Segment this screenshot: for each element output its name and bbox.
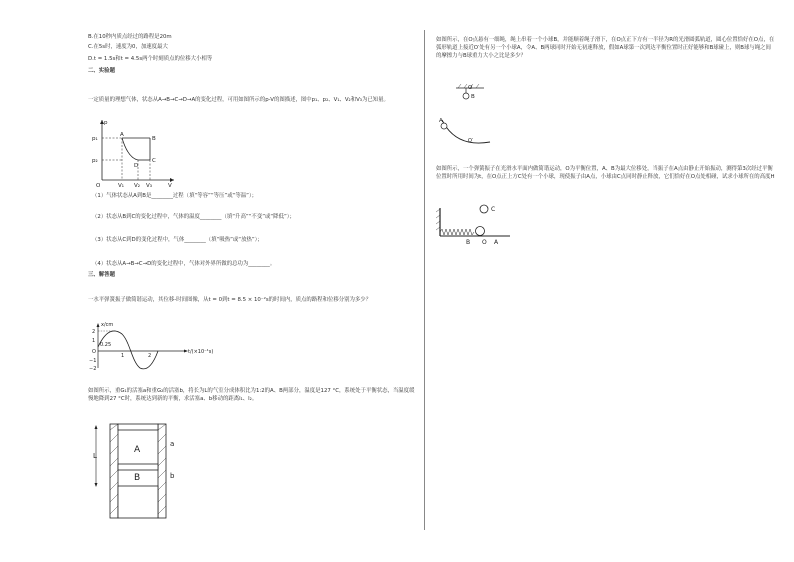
xt-origin: O — [92, 349, 96, 355]
ball-b — [463, 93, 469, 99]
xt-t1: 1 — [121, 353, 125, 359]
xt-xlabel: t/(×10⁻¹s) — [188, 349, 214, 355]
pv-v1: V₁ — [118, 183, 124, 189]
column-divider — [424, 30, 425, 530]
xt-y2: 2 — [92, 329, 96, 335]
spring-coil — [440, 229, 474, 235]
section-2-heading: 二、实验题 — [88, 68, 115, 74]
oscillator-question: 如图所示，一个弹簧振子在光滑水平面内做简谐运动，O为平衡位置，A、B为最大位移处，当振子在A点由静止开始振动，测得第3次经过平衡位置时所用时间为t，在O点正上方C处有一个小球，现使振子由A点，小球由C点同时静止释放，它们恰好在O点处相碰，试求小球所在的高度H — [436, 166, 775, 180]
gas-sub-1: （1）气体状态从A到B是________过程（填“等容”“等压”或“等温”）； — [92, 193, 258, 199]
spring-question: 一水平弹簧振子做简谐运动，其位移-时间图像，从t = 0到t = 8.5 × 10⁻²s的时间内，质点的路程和位移分别为多少？ — [88, 297, 372, 303]
xt-graph — [88, 322, 218, 372]
pv-v2: V₂ — [134, 183, 140, 189]
pv-point-a: A — [120, 132, 124, 138]
chamber-a-label: A — [134, 445, 141, 455]
cyl-bottom-block — [118, 486, 158, 518]
cyl-label-l: L — [93, 452, 97, 460]
option-d: D.t = 1.5s和t = 4.5s两个时刻质点的位移大小相等 — [88, 56, 213, 62]
piston-a-label: a — [170, 440, 175, 448]
pv-point-c: C — [152, 158, 156, 164]
pv-point-d: D — [134, 163, 139, 169]
pv-diagram — [88, 116, 178, 188]
gas-sub-4: （4）状态从A→B→C→D的变化过程中，气体对外界所做的总功为________。 — [92, 261, 276, 267]
pv-v3: V₃ — [146, 183, 152, 189]
piston-b-label: b — [170, 472, 175, 480]
pv-p2: p₂ — [92, 158, 98, 164]
cylinder-question: 如图所示，重G₁的活塞a和重G₂的活塞b，将长为L的气室分成体积比为1:2的A、B两部分，温度是127 °C，系统处于平衡状态，当温度缓慢地降到27 °C时，系统达到新的平衡，求活塞a、b移动的距离l₁、l₂。 — [88, 388, 415, 402]
xt-t2: 2 — [148, 353, 152, 359]
xt-y025: 0.25 — [100, 342, 112, 348]
section-3-heading: 三、解答题 — [88, 272, 115, 278]
gas-question: 一定质量的理想气体，状态从A→B→C→D→A的变化过程，可用如图所示的p-V的图描述，图中p₁、p₂、V₁、V₂和V₃为已知量。 — [88, 97, 389, 103]
oscillator-ball — [476, 227, 485, 236]
piston-a — [118, 424, 158, 430]
chamber-b-label: B — [134, 473, 141, 483]
option-c: C.在5s时，速度为0，加速度最大 — [88, 44, 168, 50]
xt-ylabel: x/cm — [101, 322, 114, 328]
gas-sub-3: （3）状态从C到D的变化过程中，气体________（填“吸热”或“放热”）； — [92, 237, 263, 243]
xt-ym2: −2 — [89, 366, 97, 372]
osc-label-b: B — [466, 239, 471, 246]
pv-origin: O — [96, 183, 101, 189]
pend-point-o-prime: O′ — [468, 138, 474, 144]
gas-sub-2: （2）状态从B到C的变化过程中，气体的温度________（填“升高”“不变”或“降低”）； — [92, 214, 295, 220]
pv-axis-v: V — [168, 183, 172, 189]
pend-label-b: B — [471, 94, 475, 100]
piston-b — [118, 464, 158, 470]
xt-ym1: −1 — [89, 358, 97, 364]
pend-point-o: O — [468, 85, 473, 91]
pv-axis-p: p — [104, 120, 108, 126]
oscillator-diagram — [436, 200, 526, 250]
pendulum-question: 如图所示，在O点悬有一细绳，绳上串着一个小球B，并能顺着绳子滑下，在O点正下方有一半径为R的光滑圆弧轨道，圆心位置恰好在O点，在弧形轨道上接近O′处有另一个小球A，令A、B两球同时开始无初速释放，假如A球第一次到达平衡位置时正好能够和B球碰上，则B球与绳之间的摩擦力与B球重力大小之比是多少？ — [436, 37, 775, 59]
pv-point-b: B — [152, 136, 156, 142]
xt-y1: 1 — [92, 338, 96, 344]
osc-label-o: O — [482, 239, 487, 246]
option-b: B.在10秒内质点经过的路程是20m — [88, 34, 172, 40]
osc-label-c: C — [491, 206, 496, 213]
pv-p1: p₁ — [92, 136, 98, 142]
pend-label-a: A — [439, 118, 443, 124]
ball-c — [480, 205, 488, 213]
cylinder-diagram — [88, 422, 188, 522]
osc-label-a: A — [494, 239, 499, 246]
pendulum-diagram — [436, 80, 516, 150]
